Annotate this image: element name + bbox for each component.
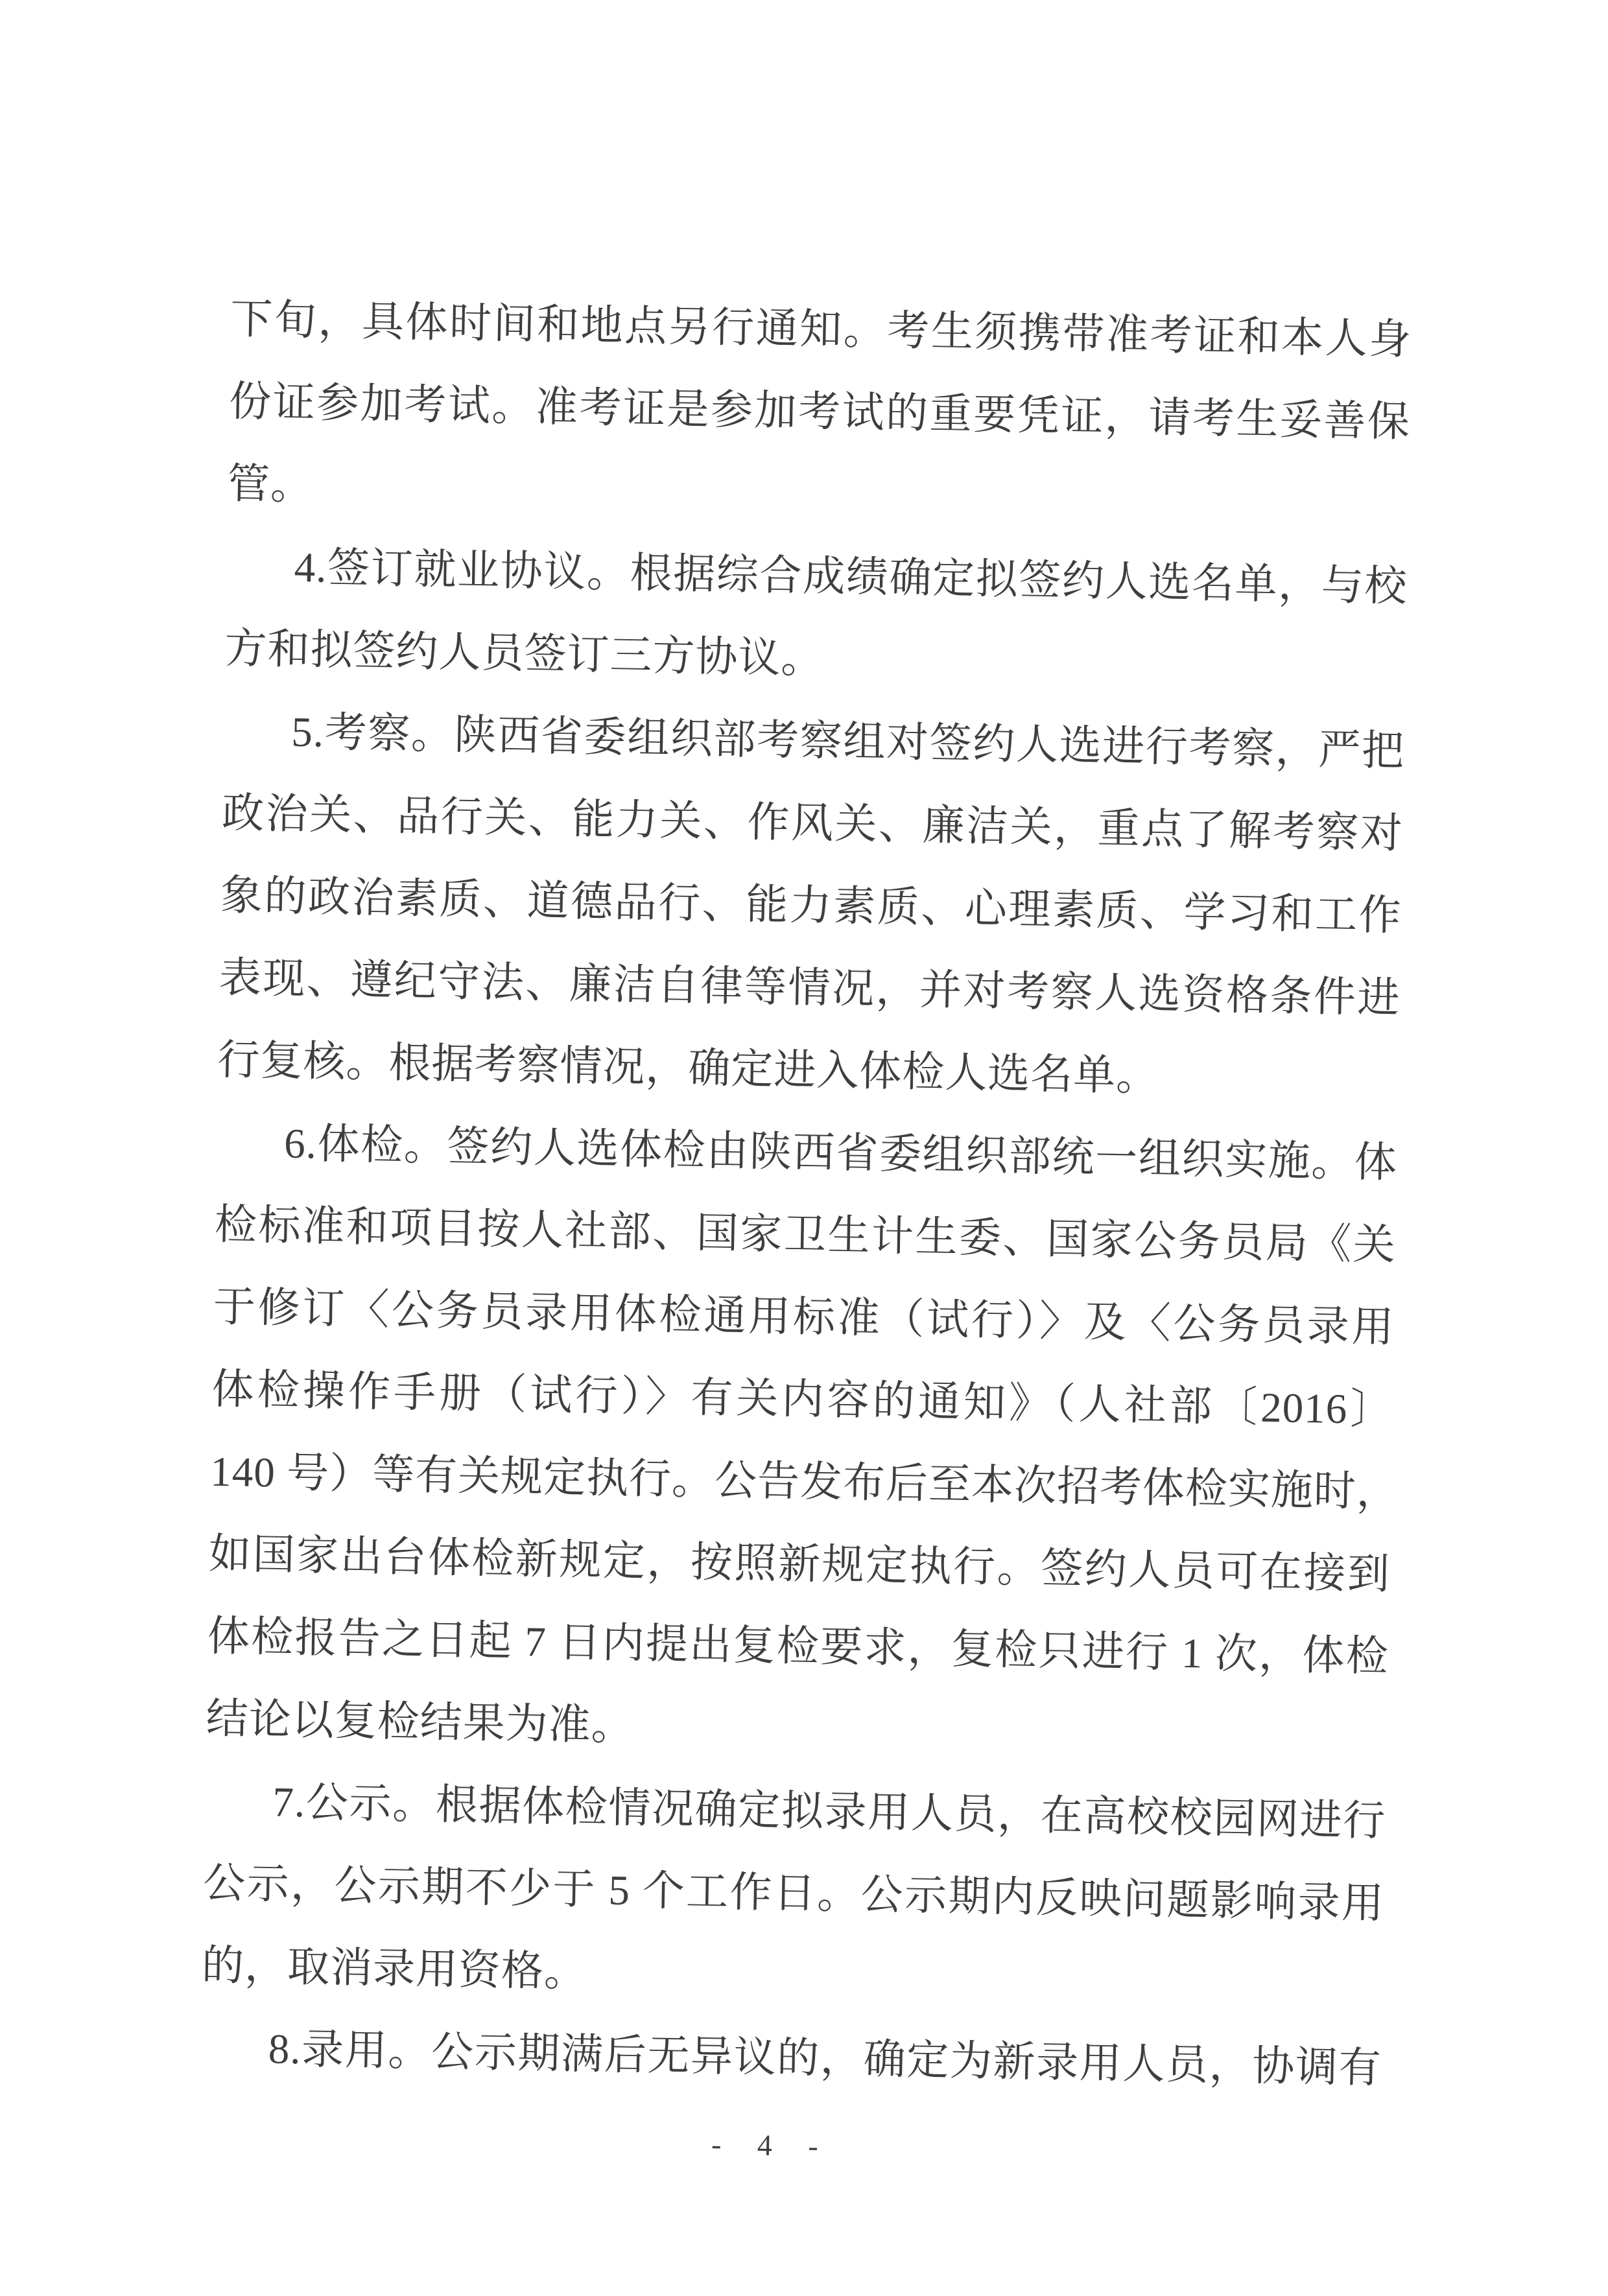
text-line-16: 如国家出台体检新规定，按照新规定执行。签约人员可在接到	[208, 1530, 1391, 1599]
page-number: - 4 -	[711, 2127, 833, 2163]
text-line-9: 表现、遵纪守法、廉洁自律等情况，并对考察人选资格条件进	[219, 954, 1401, 1022]
text-line-3: 管。	[227, 460, 314, 510]
text-line-22: 8.录用。公示期满后无异议的，确定为新录用人员，协调有	[268, 2026, 1382, 2092]
text-line-15: 140 号）等有关规定执行。公告发布后至本次招考体检实施时，	[209, 1448, 1400, 1516]
text-line-10: 行复核。根据考察情况，确定进入体检人选名单。	[217, 1037, 1159, 1101]
text-line-8: 象的政治素质、道德品行、能力素质、心理素质、学习和工作	[220, 872, 1402, 940]
text-line-13: 于修订〈公务员录用体检通用标准（试行）〉及〈公务员录用	[213, 1283, 1395, 1352]
text-line-1: 下旬，具体时间和地点另行通知。考生须携带准考证和本人身	[230, 296, 1412, 364]
text-line-14: 体检操作手册（试行）〉有关内容的通知》（人社部〔2016〕	[211, 1366, 1393, 1434]
text-line-6: 5.考察。陕西省委组织部考察组对签约人选进行考察，严把	[290, 709, 1405, 775]
text-line-4: 4.签订就业协议。根据综合成绩确定拟签约人选名单，与校	[294, 544, 1408, 611]
text-line-19: 7.公示。根据体检情况确定拟录用人员，在高校校园网进行	[272, 1779, 1386, 1845]
document-body	[200, 279, 1412, 2110]
text-line-5: 方和拟签约人员签订三方协议。	[224, 625, 825, 683]
text-line-20: 公示，公示期不少于 5 个工作日。公示期内反映问题影响录用	[202, 1860, 1385, 1928]
text-line-12: 检标准和项目按人社部、国家卫生计生委、国家公务员局《关	[214, 1201, 1397, 1269]
text-line-7: 政治关、品行关、能力关、作风关、廉洁关，重点了解考察对	[221, 790, 1404, 858]
text-line-2: 份证参加考试。准考证是参加考试的重要凭证，请考生妥善保	[228, 378, 1411, 446]
text-line-17: 体检报告之日起 7 日内提出复检要求，复检只进行 1 次，体检	[207, 1613, 1389, 1681]
text-line-21: 的，取消录用资格。	[201, 1942, 587, 1996]
text-line-11: 6.体检。签约人选体检由陕西省委组织部统一组织实施。体	[283, 1120, 1398, 1187]
text-line-18: 结论以复检结果为准。	[206, 1695, 635, 1750]
